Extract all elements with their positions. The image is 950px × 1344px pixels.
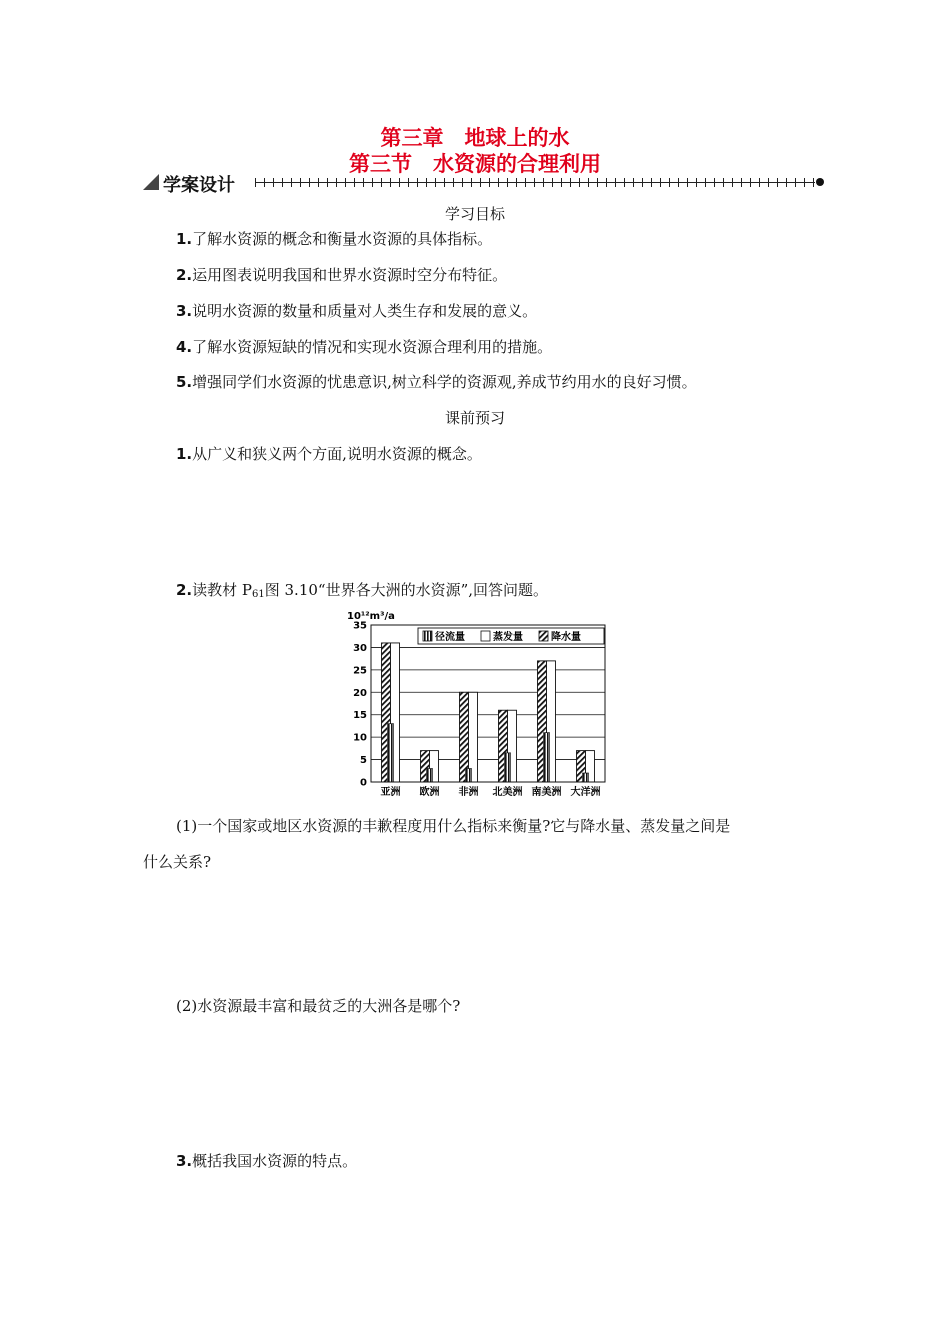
question-2-1-line1: (1)一个国家或地区水资源的丰歉程度用什么指标来衡量?它与降水量、蒸发量之间是 xyxy=(176,817,731,835)
x-tick-label: 北美洲 xyxy=(492,787,523,797)
x-tick-label: 亚洲 xyxy=(380,787,401,797)
banner-triangle-icon xyxy=(143,174,159,190)
legend-swatch xyxy=(423,631,432,641)
question-1: 1.从广义和狭义两个方面,说明水资源的概念。 xyxy=(176,445,482,463)
x-tick-labels xyxy=(381,785,601,797)
gridlines xyxy=(371,625,605,782)
x-tick-label: 欧洲 xyxy=(419,787,440,797)
objective-item: 4.了解水资源短缺的情况和实现水资源合理利用的措施。 xyxy=(176,338,553,356)
question-2-2: (2)水资源最丰富和最贫乏的大洲各是哪个? xyxy=(176,997,461,1015)
bar-runoff xyxy=(388,724,394,782)
x-tick-label: 大洋洲 xyxy=(570,787,601,797)
banner-label: 学案设计 xyxy=(163,175,235,196)
objectives-heading: 学习目标 xyxy=(444,205,505,223)
objective-item: 2.运用图表说明我国和世界水资源时空分布特征。 xyxy=(176,266,508,284)
y-tick-label: 20 xyxy=(353,687,367,699)
legend xyxy=(418,628,604,644)
legend-label: 径流量 xyxy=(435,632,465,643)
question-2-1-line2: 什么关系? xyxy=(143,853,212,871)
x-tick-label: 南美洲 xyxy=(531,787,562,797)
y-tick-labels xyxy=(353,621,367,789)
bar-runoff xyxy=(544,733,550,782)
question-2: 2.读教材 $P_{61}$图 3.10“世界各大洲的水资源”,回答问题。 xyxy=(176,581,549,600)
preview-heading: 课前预习 xyxy=(444,409,505,427)
bar-runoff xyxy=(583,773,589,782)
bar-runoff xyxy=(466,769,472,782)
y-tick-label: 35 xyxy=(353,620,367,632)
plot-frame xyxy=(371,625,605,782)
water-resources-chart xyxy=(343,607,608,797)
objective-item: 1.了解水资源的概念和衡量水资源的具体指标。 xyxy=(176,230,493,248)
y-unit-label: 10¹²m³/a xyxy=(347,611,395,622)
legend-swatch xyxy=(481,631,490,641)
legend-swatch xyxy=(539,631,548,641)
legend-label: 降水量 xyxy=(551,632,581,643)
legend-label: 蒸发量 xyxy=(493,632,523,643)
y-tick-label: 25 xyxy=(353,665,367,677)
banner xyxy=(143,171,823,197)
y-tick-label: 30 xyxy=(353,642,367,654)
x-tick-label: 非洲 xyxy=(458,787,479,797)
banner-end-dot-icon xyxy=(816,178,824,186)
question-3: 3.概括我国水资源的特点。 xyxy=(176,1152,358,1170)
bar-runoff xyxy=(505,753,511,782)
objective-item: 3.说明水资源的数量和质量对人类生存和发展的意义。 xyxy=(176,302,538,320)
objective-item: 5.增强同学们水资源的忧患意识,树立科学的资源观,养成节约用水的良好习惯。 xyxy=(176,373,697,391)
bar-runoff xyxy=(427,769,433,782)
section-title: 第三节 水资源的合理利用 xyxy=(349,152,601,176)
bars xyxy=(382,643,595,782)
y-tick-label: 5 xyxy=(360,755,367,767)
y-tick-label: 0 xyxy=(360,777,367,789)
y-tick-label: 10 xyxy=(353,732,367,744)
banner-rule xyxy=(255,182,815,183)
y-tick-label: 15 xyxy=(353,710,367,722)
chapter-title: 第三章 地球上的水 xyxy=(380,126,570,150)
